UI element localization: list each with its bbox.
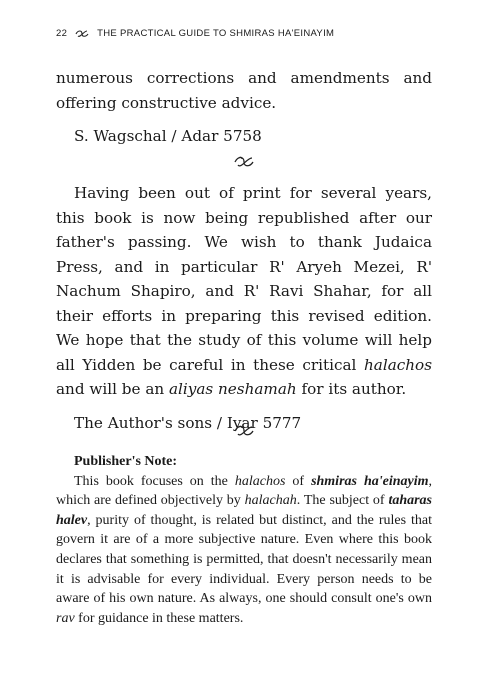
- note-text-1: This book focuses on the: [74, 473, 235, 489]
- republish-text-2: and will be an: [56, 380, 169, 398]
- section-divider-icon: [233, 154, 255, 170]
- term-taharas-halev: taharas halev: [56, 493, 433, 528]
- republish-text-3: for its author.: [296, 380, 407, 398]
- intro-continuation: numerous corrections and amendments and offering constructive advice.: [56, 69, 432, 112]
- note-text-5: , purity of thought, is related but distinct, and the rules that govern it are of a more subjective nature. Even where this book declares that something is permitted, that doesn't necessarily mean it is advisable for every individual. Every person needs to be aware of his own nature. As always, one should consult one's own: [56, 512, 432, 607]
- section-divider-icon-2: [233, 423, 255, 439]
- main-text: [56, 66, 432, 149]
- publishers-note: [56, 452, 432, 628]
- signature-wagschal: S. Wagschal / Adar 5758: [74, 127, 262, 145]
- note-text-4: . The subject of: [296, 493, 389, 509]
- running-header: [56, 28, 334, 39]
- republish-section: [56, 181, 432, 435]
- term-aliyas-neshamah: aliyas neshamah: [169, 380, 297, 398]
- publishers-note-heading: Publisher's Note:: [74, 454, 178, 469]
- running-title: THE PRACTICAL GUIDE TO SHMIRAS HA'EINAYIM: [97, 28, 335, 39]
- term-rav: rav: [56, 610, 75, 626]
- republish-paragraph: [56, 181, 432, 402]
- publishers-note-body: [56, 472, 432, 629]
- scroll-ornament-icon: [75, 29, 89, 39]
- page-number: 22: [56, 28, 68, 39]
- note-text-3: , which are defined objectively by: [56, 473, 433, 509]
- term-halachos: halachos: [364, 355, 432, 374]
- term-halachah: halachah: [244, 493, 297, 509]
- term-halachos-note: halachos: [234, 473, 286, 489]
- signature-sons: The Author's sons / Iyar 5777: [74, 413, 302, 432]
- republish-text-1: Having been out of print for several years, this book is now being republished after our father's passing. We wish to thank Judaica Press, and in particular R' Aryeh Mezei, R' Nachum Shapiro, and R' Ravi Shahar, for all their efforts in preparing this revised edition. We hope that the study of this volume will help all Yidden be careful in these critical: [56, 184, 432, 374]
- note-text-2: of: [285, 473, 312, 489]
- note-text-6: for guidance in these matters.: [74, 610, 244, 626]
- term-shmiras-haeinayim: shmiras ha'einayim: [311, 473, 429, 489]
